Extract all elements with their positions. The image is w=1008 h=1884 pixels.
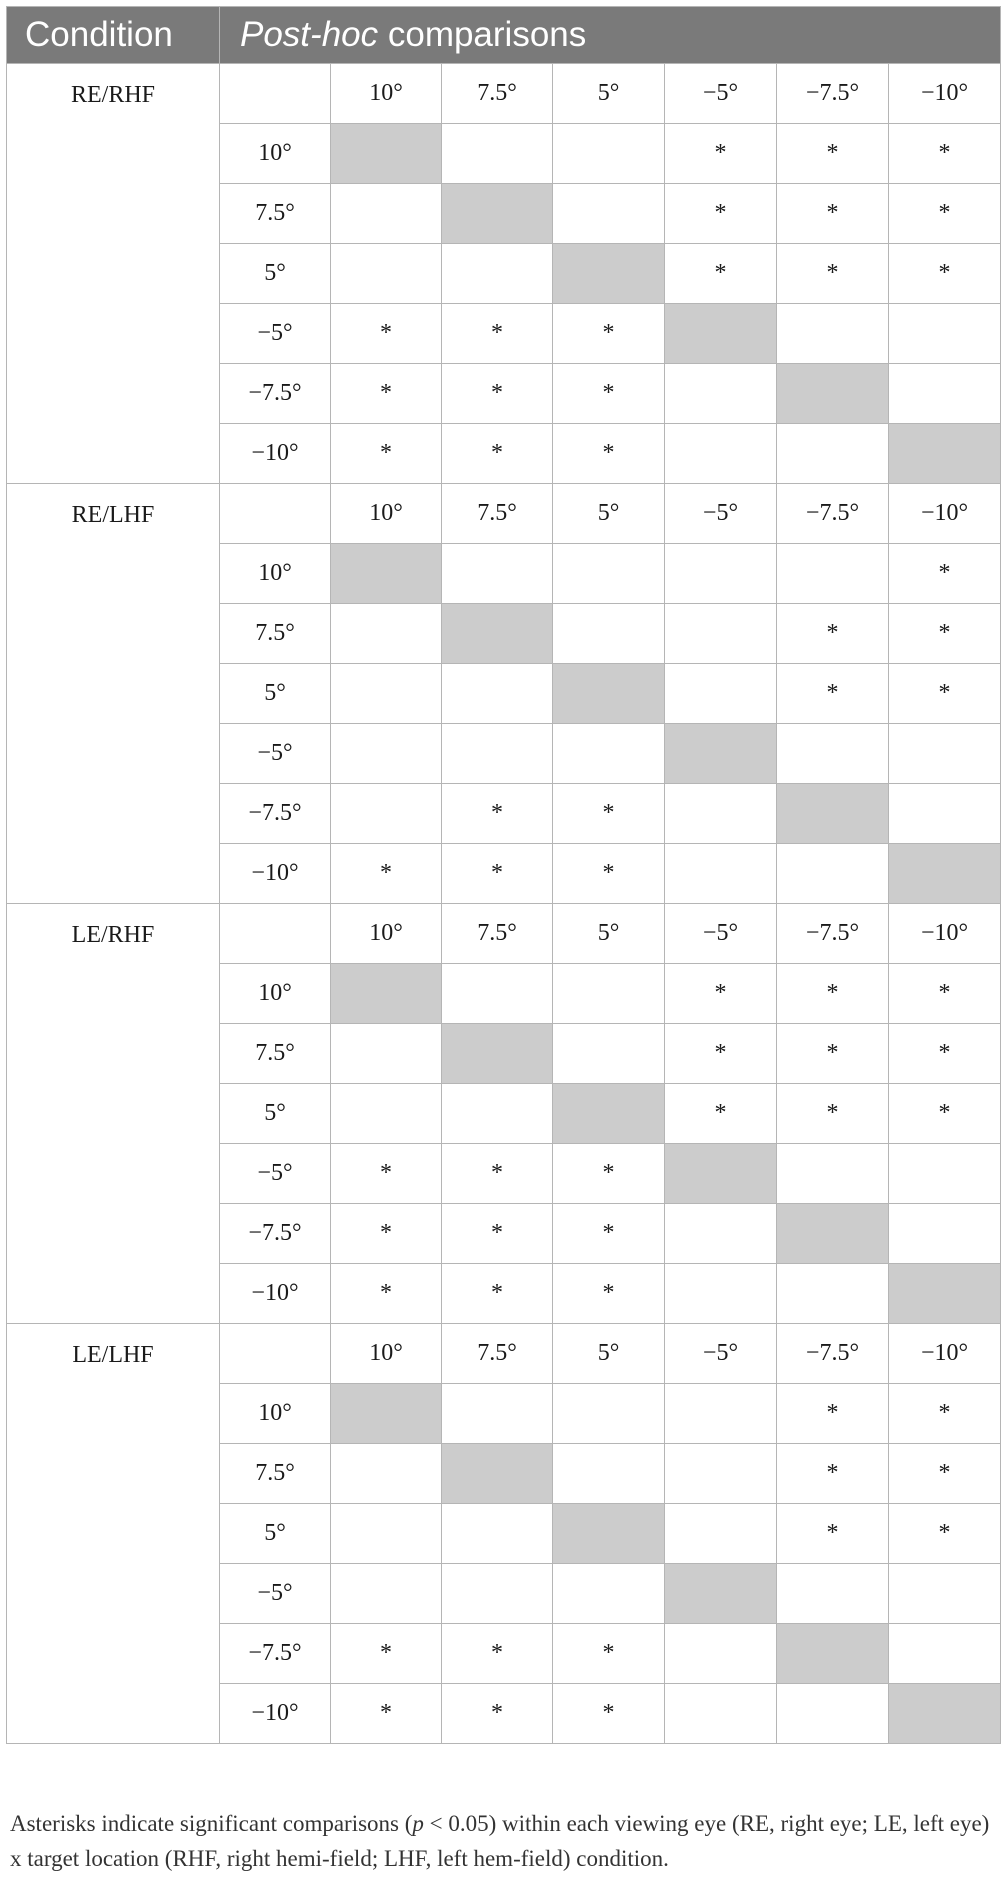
significance-mark: * <box>331 1204 442 1264</box>
empty-cell <box>777 304 889 364</box>
empty-cell <box>665 1684 777 1744</box>
row-level-header: −5° <box>220 1144 331 1204</box>
diagonal-cell <box>777 364 889 424</box>
empty-cell <box>889 364 1001 424</box>
column-level-header: 5° <box>553 1324 665 1384</box>
row-level-header: 5° <box>220 1504 331 1564</box>
empty-cell <box>442 964 553 1024</box>
significance-mark: * <box>442 1204 553 1264</box>
column-level-header: −10° <box>889 484 1001 544</box>
row-level-header: 5° <box>220 664 331 724</box>
diagonal-cell <box>665 724 777 784</box>
column-level-header: −10° <box>889 904 1001 964</box>
row-level-header: −7.5° <box>220 1204 331 1264</box>
significance-mark: * <box>889 1024 1001 1084</box>
block-header-row <box>7 484 1001 544</box>
row-level-header: −7.5° <box>220 1624 331 1684</box>
column-level-header: 10° <box>331 484 442 544</box>
column-level-header: 7.5° <box>442 904 553 964</box>
diagonal-cell <box>889 844 1001 904</box>
significance-mark: * <box>331 364 442 424</box>
column-level-header: −5° <box>665 904 777 964</box>
empty-cell <box>777 724 889 784</box>
significance-mark: * <box>442 304 553 364</box>
row-level-header: 5° <box>220 244 331 304</box>
diagonal-cell <box>665 1564 777 1624</box>
row-level-header: 7.5° <box>220 184 331 244</box>
significance-mark: * <box>553 1204 665 1264</box>
significance-mark: * <box>889 964 1001 1024</box>
significance-mark: * <box>553 424 665 484</box>
empty-cell <box>665 1384 777 1444</box>
column-level-header: 5° <box>553 64 665 124</box>
row-level-header: −5° <box>220 304 331 364</box>
diagonal-cell <box>777 1204 889 1264</box>
empty-cell <box>665 364 777 424</box>
header-post-hoc <box>220 7 1001 64</box>
row-level-header: −7.5° <box>220 784 331 844</box>
significance-mark: * <box>331 844 442 904</box>
significance-mark: * <box>553 1264 665 1324</box>
significance-mark: * <box>777 604 889 664</box>
column-level-header: −5° <box>665 484 777 544</box>
column-level-header: −7.5° <box>777 64 889 124</box>
row-level-header: 10° <box>220 124 331 184</box>
block-header-row <box>7 904 1001 964</box>
significance-mark: * <box>889 664 1001 724</box>
significance-mark: * <box>889 544 1001 604</box>
row-level-header: 10° <box>220 1384 331 1444</box>
empty-cell <box>777 844 889 904</box>
empty-cell <box>889 1144 1001 1204</box>
significance-mark: * <box>889 124 1001 184</box>
empty-cell <box>777 1264 889 1324</box>
significance-mark: * <box>442 1144 553 1204</box>
empty-cell <box>665 1444 777 1504</box>
corner-cell <box>220 1324 331 1384</box>
diagonal-cell <box>331 124 442 184</box>
significance-mark: * <box>331 424 442 484</box>
empty-cell <box>442 1084 553 1144</box>
diagonal-cell <box>553 1504 665 1564</box>
empty-cell <box>665 784 777 844</box>
empty-cell <box>553 1024 665 1084</box>
empty-cell <box>665 664 777 724</box>
empty-cell <box>442 724 553 784</box>
significance-mark: * <box>331 1144 442 1204</box>
row-level-header: −10° <box>220 1684 331 1744</box>
row-level-header: −10° <box>220 844 331 904</box>
row-level-header: −10° <box>220 1264 331 1324</box>
column-level-header: 7.5° <box>442 1324 553 1384</box>
row-level-header: −5° <box>220 1564 331 1624</box>
condition-label: LE/RHF <box>7 904 220 1324</box>
significance-mark: * <box>442 844 553 904</box>
diagonal-cell <box>665 304 777 364</box>
row-level-header: −5° <box>220 724 331 784</box>
diagonal-cell <box>665 1144 777 1204</box>
empty-cell <box>442 1564 553 1624</box>
empty-cell <box>777 424 889 484</box>
empty-cell <box>665 544 777 604</box>
column-level-header: 10° <box>331 1324 442 1384</box>
column-level-header: 10° <box>331 904 442 964</box>
block-header-row <box>7 1324 1001 1384</box>
table-container <box>6 6 1000 1744</box>
significance-mark: * <box>777 124 889 184</box>
condition-label: RE/LHF <box>7 484 220 904</box>
empty-cell <box>442 124 553 184</box>
significance-mark: * <box>442 364 553 424</box>
significance-mark: * <box>442 1264 553 1324</box>
significance-mark: * <box>777 1504 889 1564</box>
empty-cell <box>777 1684 889 1744</box>
empty-cell <box>777 544 889 604</box>
column-level-header: −10° <box>889 1324 1001 1384</box>
significance-mark: * <box>665 124 777 184</box>
significance-mark: * <box>553 304 665 364</box>
significance-mark: * <box>777 1444 889 1504</box>
table-body <box>7 64 1001 1744</box>
condition-label: RE/RHF <box>7 64 220 484</box>
empty-cell <box>442 1384 553 1444</box>
empty-cell <box>665 1264 777 1324</box>
corner-cell <box>220 904 331 964</box>
significance-mark: * <box>442 424 553 484</box>
significance-mark: * <box>442 1684 553 1744</box>
significance-mark: * <box>777 244 889 304</box>
significance-mark: * <box>889 1444 1001 1504</box>
column-level-header: −5° <box>665 1324 777 1384</box>
empty-cell <box>889 1624 1001 1684</box>
empty-cell <box>331 1024 442 1084</box>
significance-mark: * <box>777 1084 889 1144</box>
empty-cell <box>331 784 442 844</box>
corner-cell <box>220 64 331 124</box>
significance-mark: * <box>665 964 777 1024</box>
row-level-header: 7.5° <box>220 1444 331 1504</box>
empty-cell <box>889 784 1001 844</box>
block-header-row <box>7 64 1001 124</box>
significance-mark: * <box>553 1144 665 1204</box>
column-level-header: 7.5° <box>442 64 553 124</box>
condition-label: LE/LHF <box>7 1324 220 1744</box>
footnote-p-symbol: p <box>412 1811 424 1836</box>
significance-mark: * <box>777 1384 889 1444</box>
column-level-header: 7.5° <box>442 484 553 544</box>
empty-cell <box>553 604 665 664</box>
significance-mark: * <box>553 1684 665 1744</box>
empty-cell <box>889 304 1001 364</box>
significance-mark: * <box>889 604 1001 664</box>
diagonal-cell <box>442 1024 553 1084</box>
significance-mark: * <box>331 1624 442 1684</box>
empty-cell <box>331 1564 442 1624</box>
empty-cell <box>331 724 442 784</box>
significance-mark: * <box>442 784 553 844</box>
empty-cell <box>665 1504 777 1564</box>
empty-cell <box>553 184 665 244</box>
significance-mark: * <box>553 364 665 424</box>
diagonal-cell <box>553 1084 665 1144</box>
diagonal-cell <box>442 1444 553 1504</box>
diagonal-cell <box>777 784 889 844</box>
empty-cell <box>665 424 777 484</box>
column-level-header: −7.5° <box>777 1324 889 1384</box>
significance-mark: * <box>889 1384 1001 1444</box>
empty-cell <box>777 1144 889 1204</box>
diagonal-cell <box>331 544 442 604</box>
empty-cell <box>665 1204 777 1264</box>
empty-cell <box>553 1444 665 1504</box>
significance-mark: * <box>665 184 777 244</box>
empty-cell <box>331 1504 442 1564</box>
empty-cell <box>553 124 665 184</box>
empty-cell <box>331 184 442 244</box>
post-hoc-table <box>6 6 1001 1744</box>
empty-cell <box>665 844 777 904</box>
significance-mark: * <box>553 1624 665 1684</box>
diagonal-cell <box>889 1684 1001 1744</box>
significance-mark: * <box>889 1504 1001 1564</box>
empty-cell <box>331 1444 442 1504</box>
empty-cell <box>665 604 777 664</box>
diagonal-cell <box>889 1264 1001 1324</box>
column-level-header: −10° <box>889 64 1001 124</box>
diagonal-cell <box>331 964 442 1024</box>
empty-cell <box>777 1564 889 1624</box>
empty-cell <box>553 724 665 784</box>
column-level-header: 10° <box>331 64 442 124</box>
empty-cell <box>553 1384 665 1444</box>
empty-cell <box>442 544 553 604</box>
footnote-text-before: Asterisks indicate significant comparisons ( <box>10 1811 413 1836</box>
row-level-header: 10° <box>220 964 331 1024</box>
empty-cell <box>442 664 553 724</box>
significance-mark: * <box>665 1084 777 1144</box>
significance-mark: * <box>553 844 665 904</box>
diagonal-cell <box>442 604 553 664</box>
significance-mark: * <box>331 1684 442 1744</box>
significance-mark: * <box>442 1624 553 1684</box>
significance-mark: * <box>777 964 889 1024</box>
empty-cell <box>331 244 442 304</box>
column-level-header: −5° <box>665 64 777 124</box>
diagonal-cell <box>777 1624 889 1684</box>
significance-mark: * <box>665 244 777 304</box>
significance-mark: * <box>889 184 1001 244</box>
empty-cell <box>331 664 442 724</box>
column-level-header: 5° <box>553 484 665 544</box>
header-post-hoc-rest: comparisons <box>378 15 587 54</box>
significance-mark: * <box>777 184 889 244</box>
footnote-text-after: < 0.05) within each viewing eye (RE, right eye; LE, left eye) x target location (RHF, right hemi-field; LHF, left hem-field) condition. <box>10 1811 990 1871</box>
diagonal-cell <box>889 424 1001 484</box>
empty-cell <box>665 1624 777 1684</box>
empty-cell <box>889 724 1001 784</box>
significance-mark: * <box>777 1024 889 1084</box>
empty-cell <box>553 544 665 604</box>
row-level-header: 5° <box>220 1084 331 1144</box>
row-level-header: 10° <box>220 544 331 604</box>
empty-cell <box>889 1564 1001 1624</box>
diagonal-cell <box>553 244 665 304</box>
empty-cell <box>442 1504 553 1564</box>
header-condition: Condition <box>7 7 220 64</box>
empty-cell <box>553 1564 665 1624</box>
row-level-header: −7.5° <box>220 364 331 424</box>
significance-mark: * <box>889 1084 1001 1144</box>
empty-cell <box>331 1084 442 1144</box>
empty-cell <box>442 244 553 304</box>
significance-mark: * <box>777 664 889 724</box>
empty-cell <box>331 604 442 664</box>
header-post-hoc-italic: Post-hoc <box>240 15 379 54</box>
table-header-row <box>7 7 1001 64</box>
significance-mark: * <box>331 304 442 364</box>
empty-cell <box>553 964 665 1024</box>
empty-cell <box>889 1204 1001 1264</box>
significance-mark: * <box>553 784 665 844</box>
row-level-header: −10° <box>220 424 331 484</box>
column-level-header: −7.5° <box>777 484 889 544</box>
diagonal-cell <box>442 184 553 244</box>
column-level-header: −7.5° <box>777 904 889 964</box>
significance-mark: * <box>331 1264 442 1324</box>
row-level-header: 7.5° <box>220 604 331 664</box>
row-level-header: 7.5° <box>220 1024 331 1084</box>
column-level-header: 5° <box>553 904 665 964</box>
diagonal-cell <box>553 664 665 724</box>
significance-mark: * <box>665 1024 777 1084</box>
significance-mark: * <box>889 244 1001 304</box>
diagonal-cell <box>331 1384 442 1444</box>
table-footnote <box>10 1806 1000 1876</box>
corner-cell <box>220 484 331 544</box>
